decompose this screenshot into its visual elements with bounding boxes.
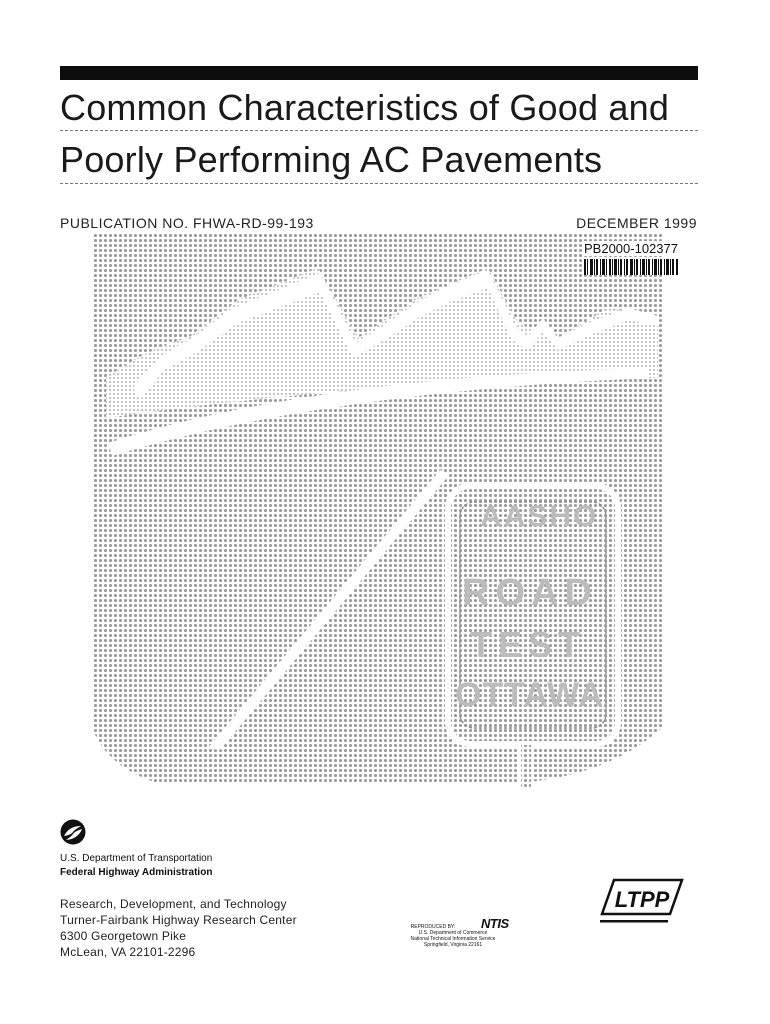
title-line-2: Poorly Performing AC Pavements	[60, 139, 603, 180]
sign-line-1: AASHO	[480, 500, 599, 533]
ltpp-logo-text: LTPP	[614, 887, 670, 912]
ntis-logo-icon: NTIS	[481, 916, 509, 931]
us-dot-logo-icon	[60, 819, 86, 845]
address-line-4: McLean, VA 22101-2296	[60, 945, 196, 959]
administration-name: Federal Highway Administration	[60, 867, 213, 878]
ntis-label: REPRODUCED BY:	[410, 924, 456, 930]
sign-line-3: TEST	[470, 624, 587, 665]
address-line-1: Research, Development, and Technology	[60, 897, 287, 911]
ntis-stamp	[378, 916, 528, 948]
barcode-icon	[583, 259, 679, 275]
title-rule-2	[60, 183, 698, 184]
title-rule-1	[60, 130, 698, 131]
ntis-line-3: Springfield, Virginia 22161	[423, 942, 483, 948]
accession-number: PB2000-102377	[584, 241, 678, 256]
header-bar	[60, 66, 698, 80]
ntis-line-1: U.S. Department of Commerce	[418, 930, 488, 936]
department-name: U.S. Department of Transportation	[60, 853, 213, 864]
address-line-2: Turner-Fairbank Highway Research Center	[60, 913, 297, 927]
sign-line-2: ROAD	[462, 572, 598, 614]
title-line-1: Common Characteristics of Good and	[60, 87, 670, 128]
sign-line-4: OTTAWA	[455, 676, 604, 714]
publication-date: DECEMBER 1999	[576, 215, 697, 231]
address-line-3: 6300 Georgetown Pike	[60, 929, 187, 943]
ntis-line-2: National Technical Information Service	[410, 936, 496, 942]
ltpp-logo-icon	[600, 876, 684, 932]
publication-number: PUBLICATION NO. FHWA-RD-99-193	[60, 215, 314, 231]
